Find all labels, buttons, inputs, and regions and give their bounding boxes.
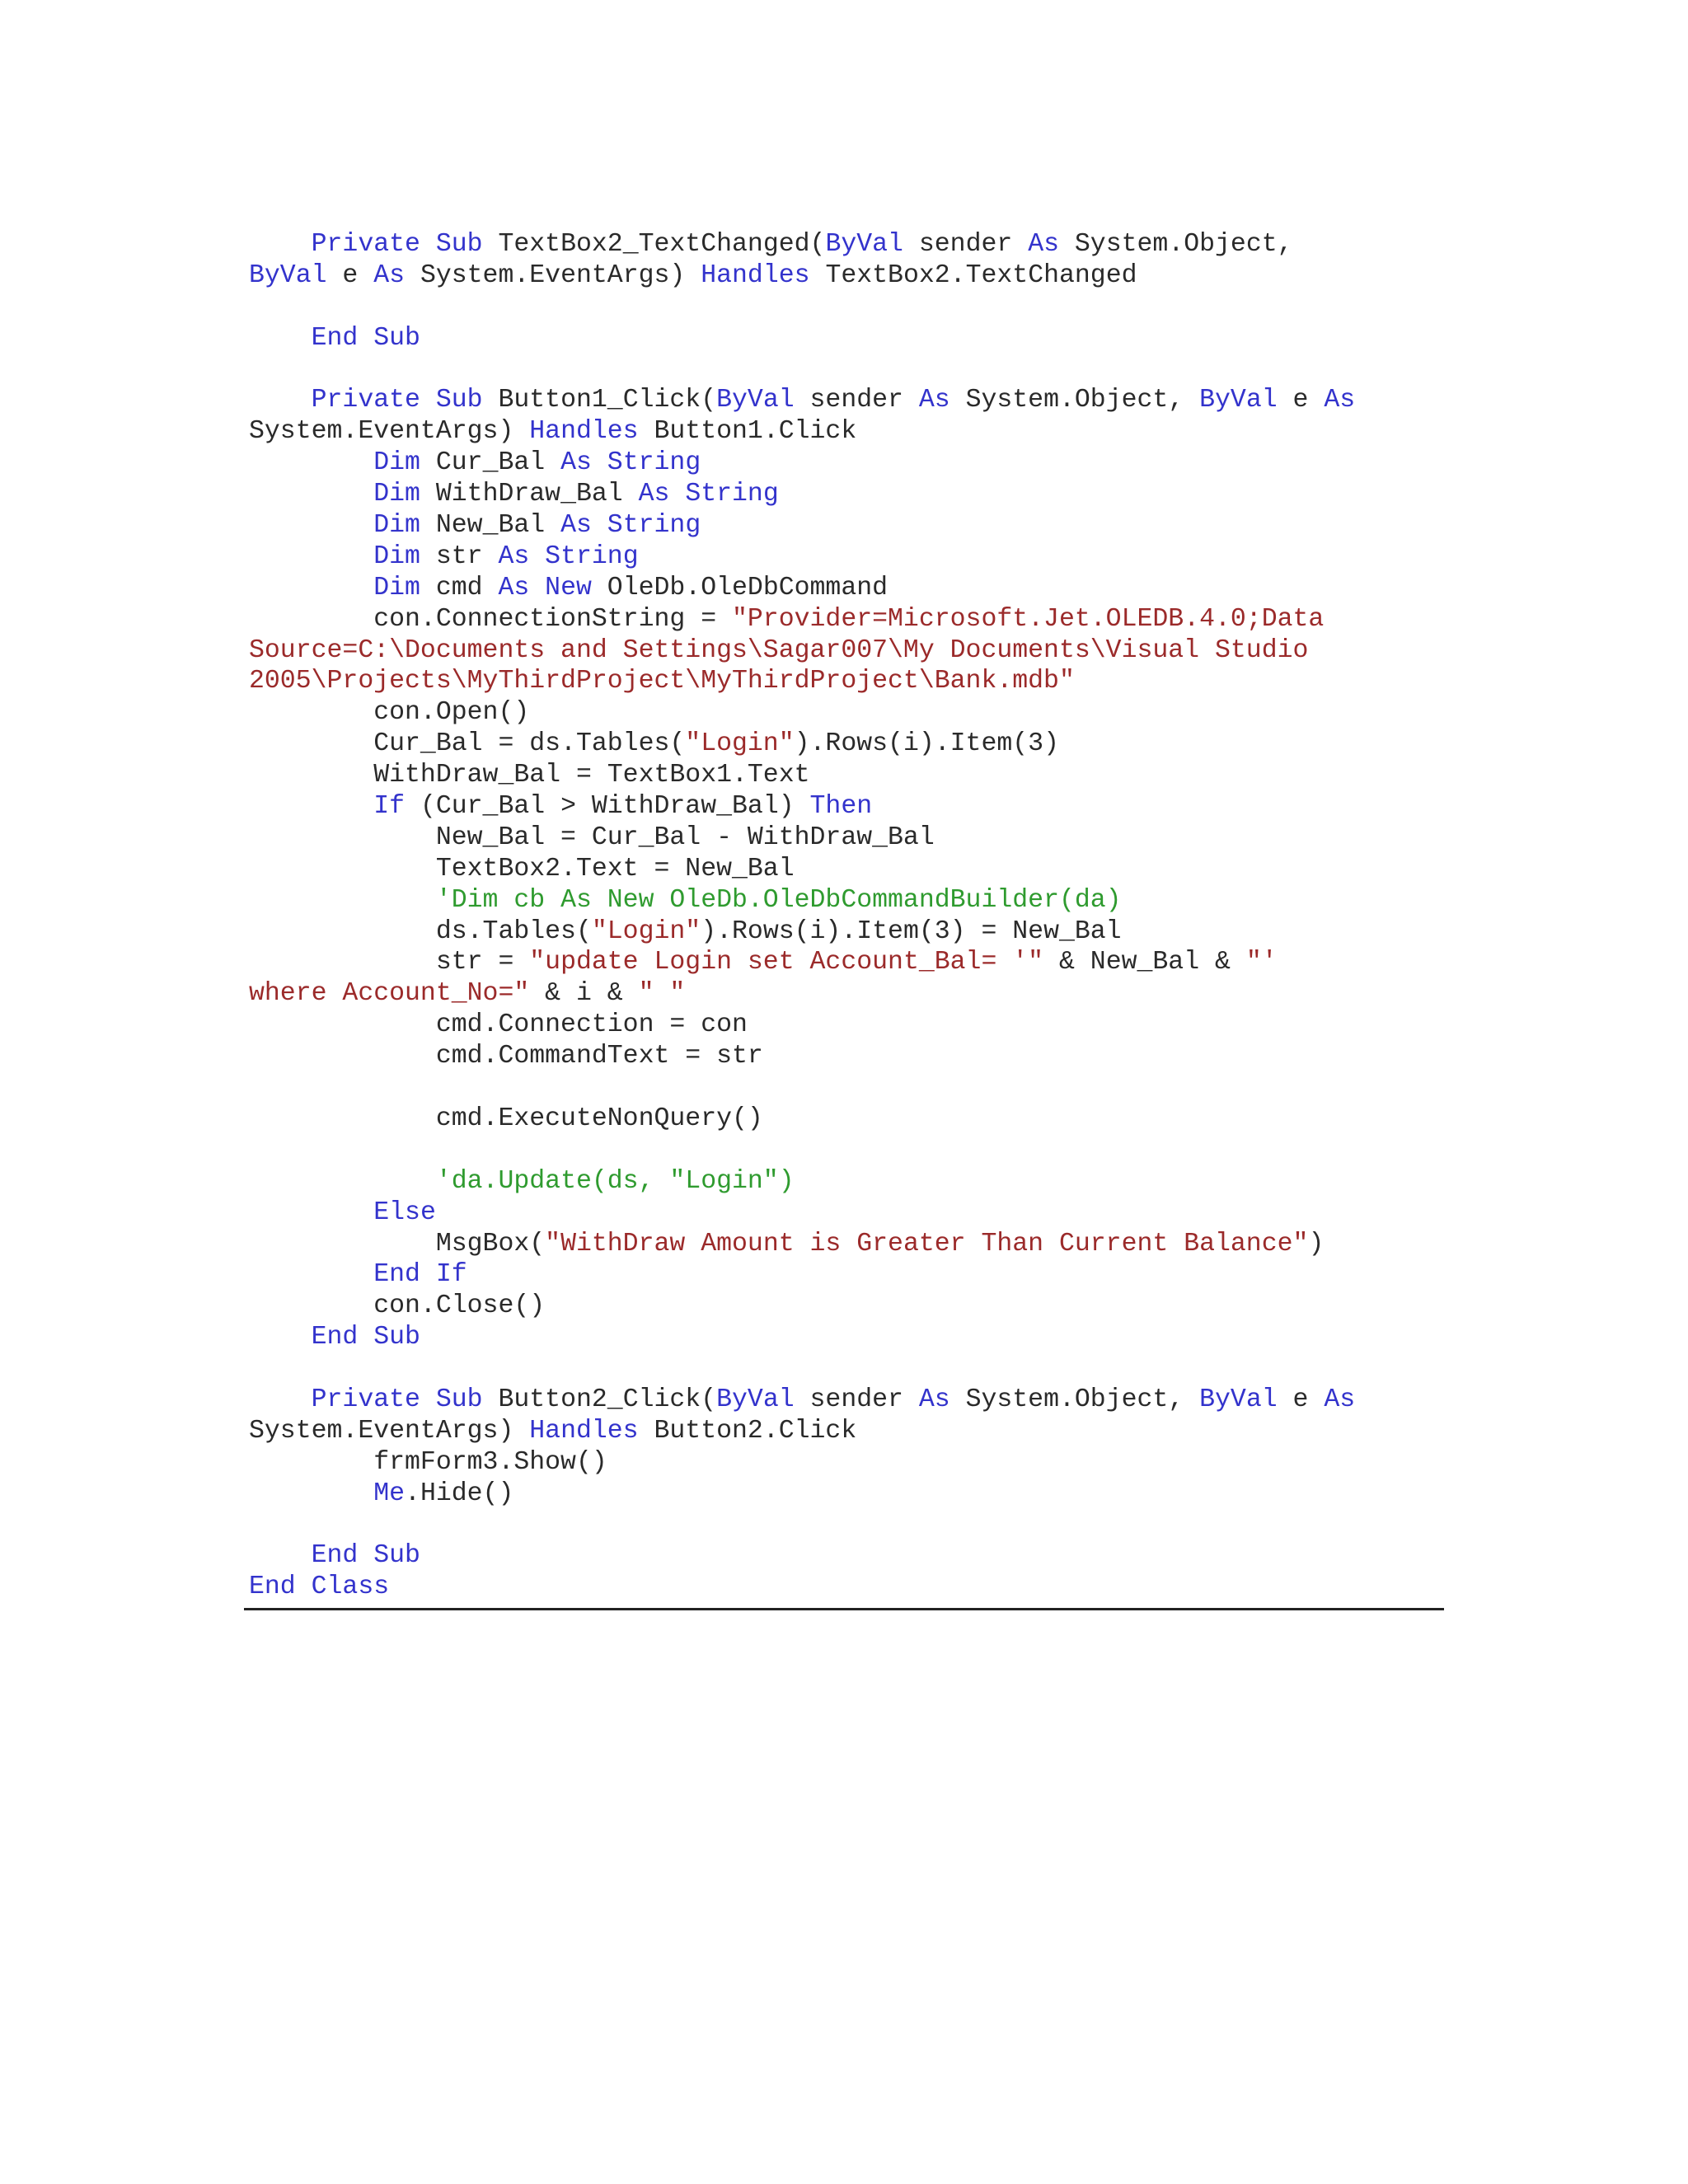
code-keyword: Private Sub — [311, 386, 483, 415]
code-text — [249, 1198, 373, 1227]
code-line — [249, 1385, 1444, 1416]
blank-line — [249, 354, 1444, 386]
code-line — [249, 1197, 1444, 1229]
code-text: cmd.Connection = con — [249, 1010, 748, 1040]
code-string: where Account_No=" — [249, 979, 530, 1009]
code-line — [249, 323, 1444, 354]
code-keyword: Dim — [373, 541, 420, 571]
code-text: str = — [249, 948, 530, 977]
code-text: ) — [1308, 1229, 1325, 1258]
blank-line — [249, 1353, 1444, 1385]
code-text: Cur_Bal — [420, 448, 561, 478]
code-text: frmForm3.Show() — [249, 1447, 607, 1477]
code-text: System.EventArgs) — [249, 417, 530, 447]
code-text — [249, 448, 373, 477]
code-keyword: As — [918, 386, 950, 415]
code-keyword: Private Sub — [311, 230, 483, 259]
code-text: e — [1277, 1385, 1325, 1414]
code-line — [249, 385, 1444, 416]
code-line — [249, 1041, 1444, 1072]
code-text: cmd — [420, 573, 499, 602]
code-text: MsgBox( — [249, 1229, 546, 1258]
code-text — [249, 1167, 436, 1196]
code-keyword: End If — [373, 1260, 467, 1290]
code-string: " " — [638, 979, 686, 1009]
code-line — [249, 947, 1444, 978]
code-line — [249, 416, 1444, 448]
code-line — [249, 1291, 1444, 1322]
code-keyword: Dim — [373, 448, 420, 478]
code-keyword: Dim — [373, 511, 420, 541]
code-text: New_Bal — [420, 511, 561, 541]
code-comment: 'da.Update(ds, "Login") — [435, 1166, 795, 1196]
code-text: (Cur_Bal > WithDraw_Bal) — [405, 792, 810, 822]
code-text: Button2_Click( — [482, 1385, 717, 1414]
code-text — [249, 574, 373, 602]
code-text: str — [420, 541, 499, 571]
code-listing — [249, 229, 1444, 1603]
code-text: ).Rows(i).Item(3) = New_Bal — [701, 916, 1122, 946]
code-text: ).Rows(i).Item(3) — [794, 729, 1059, 759]
code-text: & i & — [529, 979, 639, 1009]
code-string: "update Login set Account_Bal= '" — [529, 948, 1044, 977]
code-text — [249, 542, 373, 571]
code-line — [249, 1010, 1444, 1041]
code-keyword: ByVal — [716, 386, 795, 415]
code-keyword: ByVal — [825, 230, 903, 259]
code-keyword: As — [918, 1385, 950, 1414]
code-line — [249, 1104, 1444, 1135]
code-line — [249, 916, 1444, 948]
code-keyword: Private Sub — [311, 1385, 483, 1414]
code-line — [249, 260, 1444, 292]
code-text: e — [326, 260, 374, 290]
code-string: "' — [1245, 948, 1278, 977]
code-line — [249, 760, 1444, 791]
code-line — [249, 978, 1444, 1010]
code-text: con.Open() — [249, 698, 530, 728]
code-keyword: End Sub — [311, 1323, 420, 1352]
code-keyword: End Sub — [311, 323, 420, 353]
code-text: Button2.Click — [638, 1416, 857, 1446]
code-text — [249, 1260, 373, 1289]
blank-line — [249, 1510, 1444, 1541]
code-text: WithDraw_Bal = TextBox1.Text — [249, 761, 810, 790]
code-line — [249, 635, 1444, 667]
code-text: sender — [794, 386, 919, 415]
code-text: TextBox2.TextChanged — [809, 260, 1137, 290]
code-text: New_Bal = Cur_Bal - WithDraw_Bal — [249, 823, 935, 852]
code-string: "Login" — [685, 729, 795, 759]
code-line — [249, 1322, 1444, 1353]
code-keyword: Dim — [373, 480, 420, 509]
code-line — [249, 541, 1444, 573]
code-text — [249, 1541, 312, 1570]
code-text — [249, 1323, 312, 1352]
code-text: System.EventArgs) — [249, 1416, 530, 1446]
code-text: & New_Bal & — [1043, 948, 1246, 977]
code-line — [249, 604, 1444, 635]
blank-line — [249, 292, 1444, 323]
code-keyword: ByVal — [249, 260, 327, 290]
code-line — [249, 1479, 1444, 1510]
code-text: Button1.Click — [638, 417, 857, 447]
code-text: con.ConnectionString = — [249, 604, 732, 634]
code-keyword: Dim — [373, 573, 420, 602]
code-keyword: As — [1028, 230, 1059, 259]
code-text — [249, 386, 312, 415]
code-line — [249, 229, 1444, 260]
code-line — [249, 510, 1444, 541]
code-text: System.Object, — [950, 1385, 1200, 1414]
code-text: con.Close() — [249, 1291, 546, 1321]
code-line — [249, 479, 1444, 510]
code-text: TextBox2.Text = New_Bal — [249, 854, 795, 883]
code-keyword: Handles — [529, 417, 639, 447]
code-keyword: Then — [809, 792, 873, 822]
code-string: "WithDraw Amount is Greater Than Current Balance" — [545, 1229, 1309, 1258]
code-text — [249, 480, 373, 509]
code-keyword: If — [373, 792, 406, 822]
code-line — [249, 1416, 1444, 1447]
code-line — [249, 1229, 1444, 1260]
code-keyword: As String — [560, 511, 701, 541]
code-string: "Login" — [591, 916, 701, 946]
bottom-rule — [244, 1608, 1444, 1610]
code-keyword: As String — [498, 541, 639, 571]
code-keyword: Handles — [701, 260, 810, 290]
code-keyword: As New — [498, 573, 592, 602]
code-keyword: Else — [373, 1197, 436, 1227]
code-string: Source=C:\Documents and Settings\Sagar007\My Documents\Visual Studio — [249, 635, 1309, 665]
code-line — [249, 729, 1444, 760]
code-line — [249, 573, 1444, 604]
code-text: Cur_Bal = ds.Tables( — [249, 729, 686, 759]
code-line — [249, 1447, 1444, 1479]
blank-line — [249, 1135, 1444, 1166]
code-line — [249, 854, 1444, 885]
code-string: "Provider=Microsoft.Jet.OLEDB.4.0;Data — [732, 604, 1325, 634]
code-keyword: ByVal — [1199, 1385, 1278, 1414]
code-line — [249, 448, 1444, 479]
code-text: ds.Tables( — [249, 916, 592, 946]
code-keyword: ByVal — [716, 1385, 795, 1414]
code-line — [249, 1540, 1444, 1572]
code-line — [249, 1572, 1444, 1603]
code-text: e — [1277, 386, 1325, 415]
code-text: OleDb.OleDbCommand — [591, 573, 889, 602]
code-text — [249, 230, 312, 259]
code-keyword: As String — [560, 448, 701, 478]
code-text: Button1_Click( — [482, 386, 717, 415]
code-keyword: As — [1324, 1385, 1356, 1414]
code-keyword: Me — [373, 1479, 406, 1508]
code-text: .Hide() — [405, 1479, 514, 1508]
code-keyword: ByVal — [1199, 386, 1278, 415]
code-text: TextBox2_TextChanged( — [482, 230, 826, 259]
code-text: System.Object, — [1059, 230, 1293, 259]
code-keyword: As String — [638, 480, 779, 509]
code-keyword: As — [373, 260, 406, 290]
code-text: System.Object, — [950, 386, 1200, 415]
code-line — [249, 666, 1444, 697]
code-keyword: End Class — [249, 1572, 390, 1602]
code-line — [249, 697, 1444, 729]
code-text: cmd.ExecuteNonQuery() — [249, 1104, 763, 1133]
code-line — [249, 791, 1444, 823]
code-text — [249, 1385, 312, 1414]
code-text: cmd.CommandText = str — [249, 1042, 763, 1071]
code-keyword: Handles — [529, 1416, 639, 1446]
code-keyword: End Sub — [311, 1541, 420, 1571]
code-text: sender — [903, 230, 1029, 259]
code-text — [249, 511, 373, 540]
code-line — [249, 885, 1444, 916]
code-text — [249, 886, 436, 915]
code-string: 2005\Projects\MyThirdProject\MyThirdProject\Bank.mdb" — [249, 667, 1075, 696]
blank-line — [249, 1072, 1444, 1104]
code-keyword: As — [1324, 386, 1356, 415]
code-text: WithDraw_Bal — [420, 480, 639, 509]
code-text — [249, 324, 312, 353]
code-comment: 'Dim cb As New OleDb.OleDbCommandBuilder(da) — [435, 885, 1122, 915]
code-line — [249, 1259, 1444, 1291]
code-text — [249, 1479, 373, 1508]
code-line — [249, 1166, 1444, 1197]
code-text: System.EventArgs) — [405, 260, 701, 290]
code-text: sender — [794, 1385, 919, 1414]
code-line — [249, 823, 1444, 854]
code-text — [249, 792, 373, 821]
